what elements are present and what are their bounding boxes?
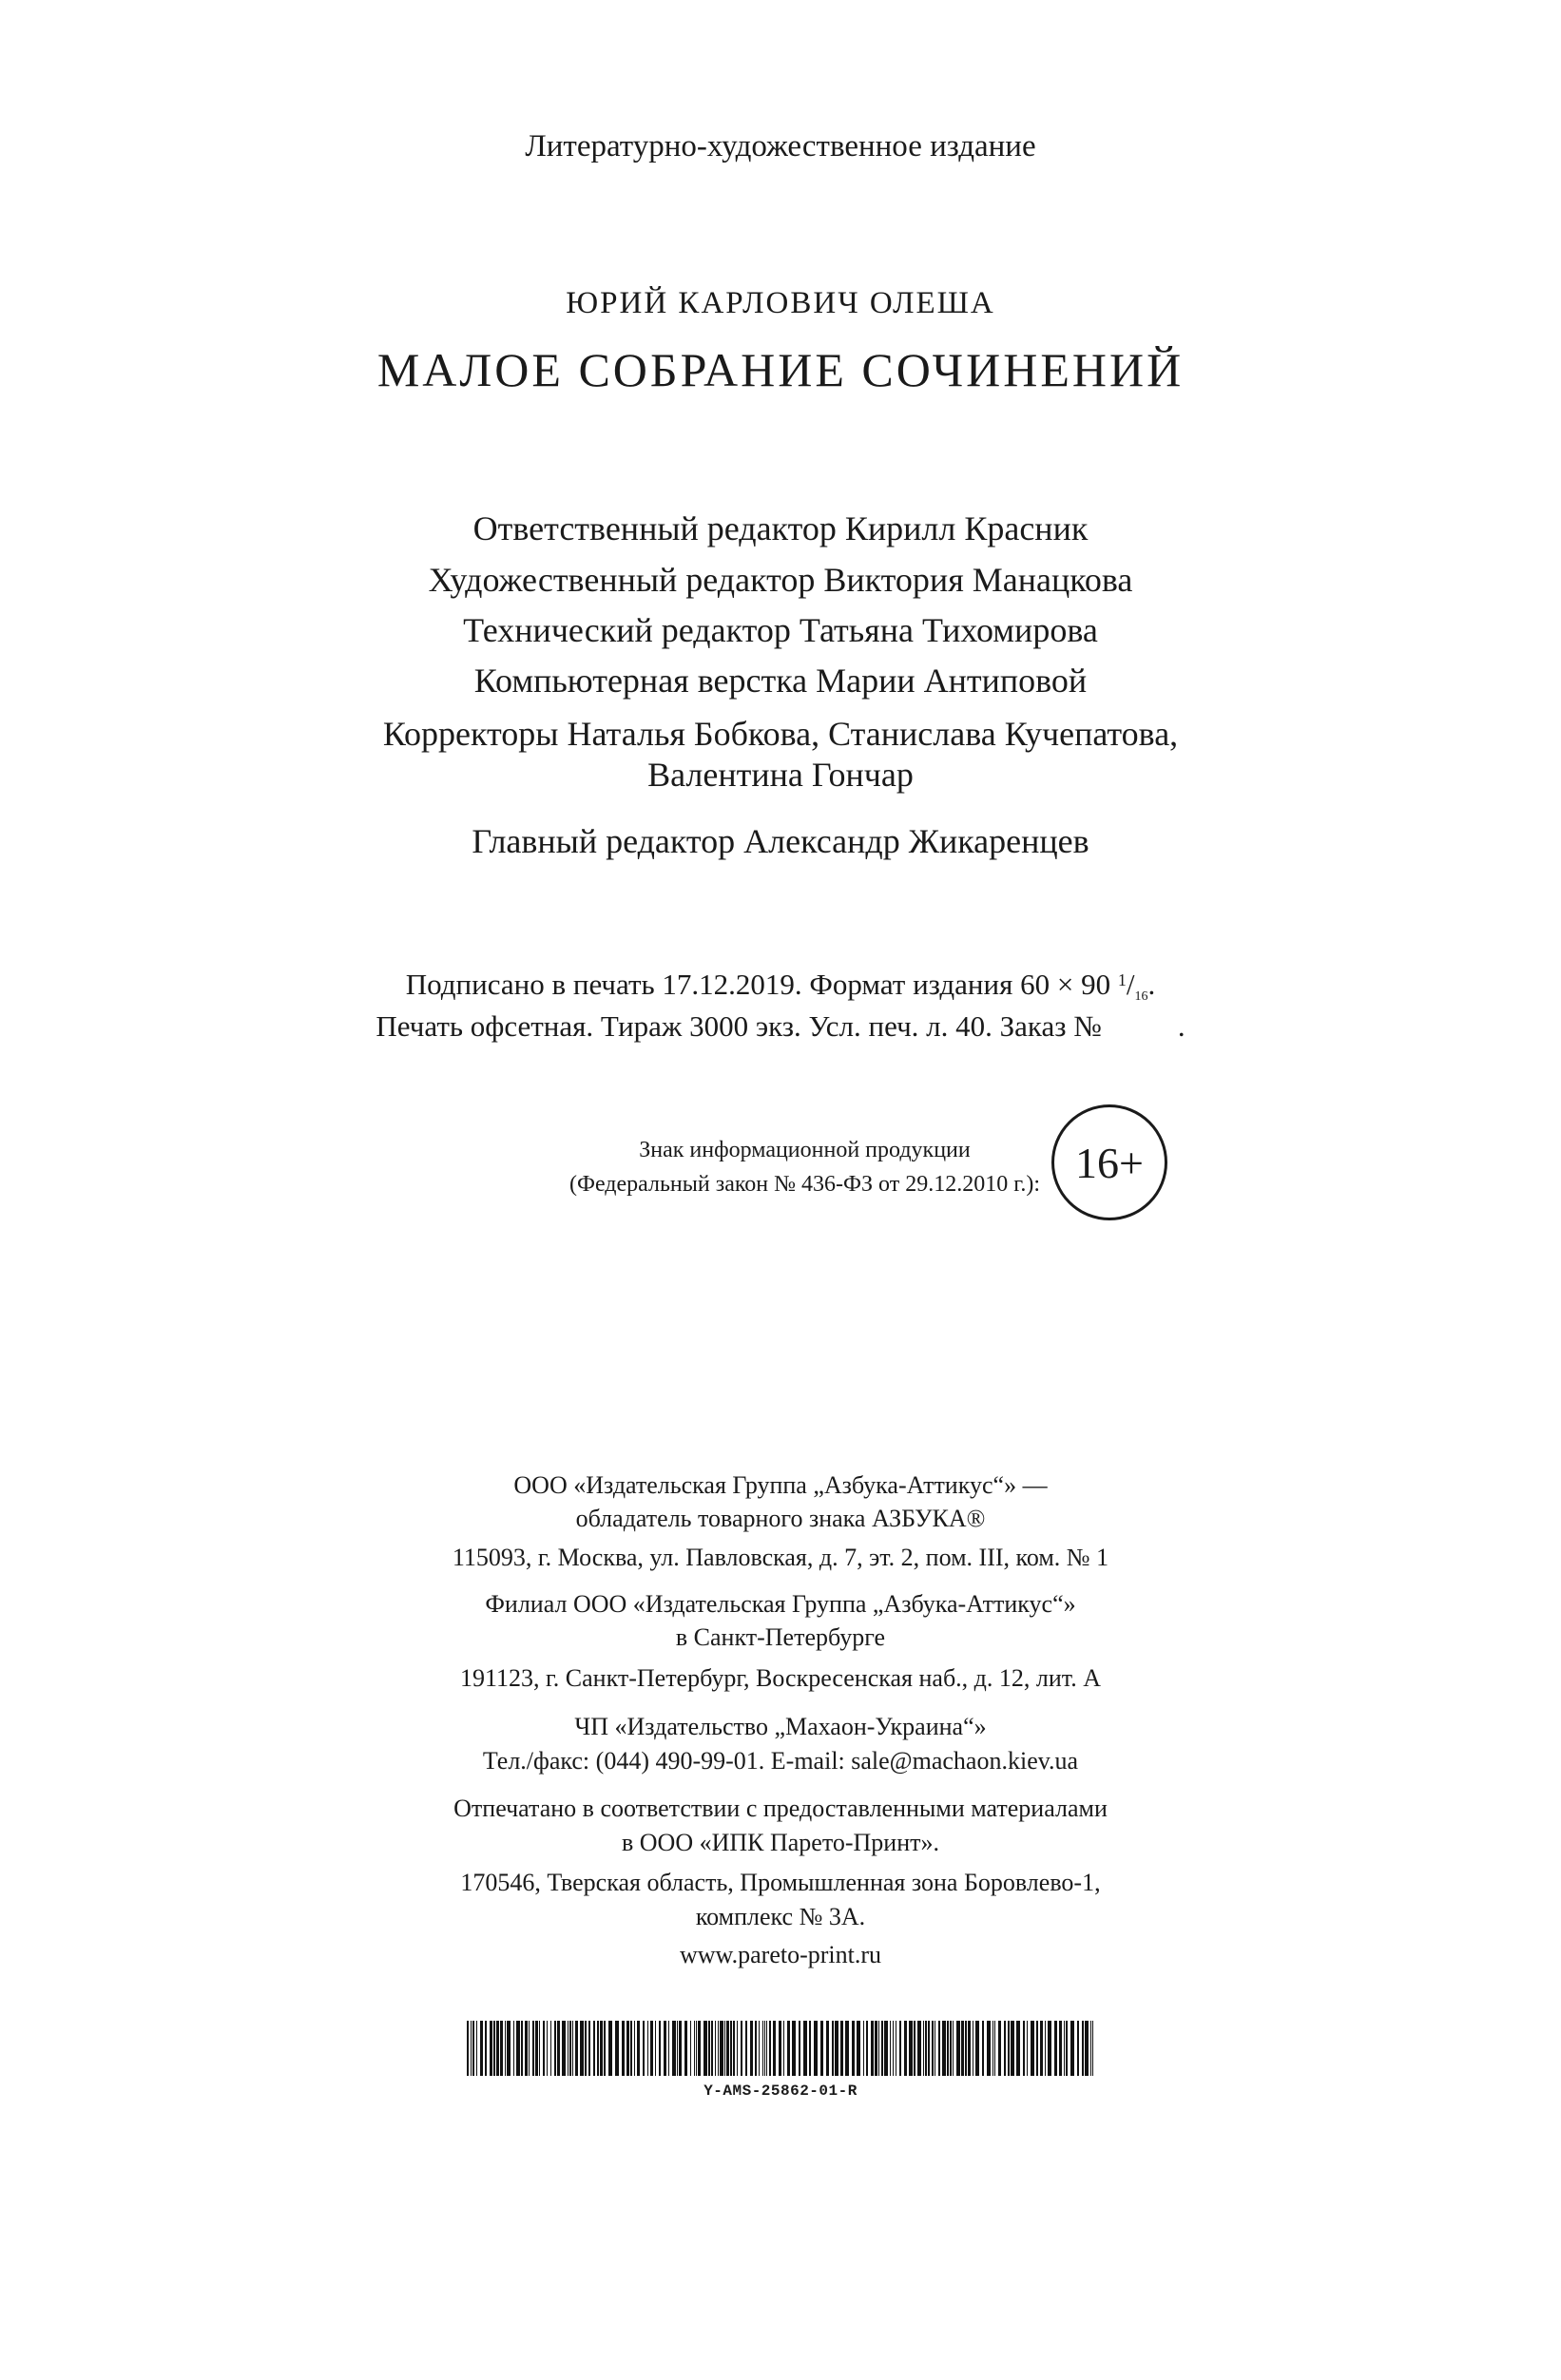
branch-line-2: в Санкт-Петербурге bbox=[675, 1623, 886, 1651]
printer-address: 170546, Тверская область, Промышленная зона Боровлево-1, bbox=[460, 1869, 1101, 1896]
credit-art-editor: Художественный редактор Виктория Манацкова bbox=[428, 561, 1133, 599]
fraction-numerator: 1 bbox=[1117, 970, 1127, 989]
branch-address: 191123, г. Санкт-Петербург, Воскресенская наб., д. 12, лит. А bbox=[460, 1664, 1101, 1692]
credit-layout: Компьютерная верстка Марии Антиповой bbox=[473, 662, 1088, 700]
barcode-label: Y-AMS-25862-01-R bbox=[703, 2082, 858, 2100]
ukraine-contacts: Тел./факс: (044) 490-99-01. E-mail: sale@machaon.kiev.ua bbox=[482, 1747, 1079, 1775]
barcode-icon bbox=[467, 2021, 1094, 2076]
barcode-block bbox=[0, 2021, 1561, 2100]
ukraine-publisher: ЧП «Издательство „Махаон-Украина“» bbox=[574, 1713, 987, 1740]
credit-proofreaders: Корректоры Наталья Бобкова, Станислава Кучепатова, bbox=[382, 715, 1179, 753]
credit-chief-editor: Главный редактор Александр Жикаренцев bbox=[472, 822, 1089, 860]
branch-line-1: Филиал ООО «Издательская Группа „Азбука-Аттикус“» bbox=[485, 1590, 1076, 1618]
format-fraction: $^1/_{16}$. bbox=[1117, 968, 1156, 1004]
printer-line-2: в ООО «ИПК Парето-Принт». bbox=[621, 1829, 939, 1856]
age-sign-line1: Знак информационной продукции bbox=[639, 1138, 971, 1162]
age-sign-block bbox=[0, 1133, 1561, 1209]
credit-executive-editor: Ответственный редактор Кирилл Красник bbox=[472, 509, 1089, 547]
credit-proofreaders-cont: Валентина Гончар bbox=[647, 756, 914, 794]
age-rating-badge: 16+ bbox=[1051, 1104, 1167, 1220]
print-info-text: Подписано в печать 17.12.2019. Формат издания 60 × 90 bbox=[405, 968, 1111, 1001]
printer-website: www.pareto-print.ru bbox=[679, 1941, 882, 1968]
printer-address-cont: комплекс № 3А. bbox=[695, 1903, 866, 1930]
credit-technical-editor: Технический редактор Татьяна Тихомирова bbox=[463, 611, 1098, 649]
print-info-text-2: Печать офсетная. Тираж 3000 экз. Усл. печ. л. 40. Заказ № bbox=[376, 1009, 1102, 1043]
publisher-line-2: обладатель товарного знака АЗБУКА® bbox=[575, 1505, 986, 1532]
printer-line-1: Отпечатано в соответствии с предоставленными материалами bbox=[453, 1795, 1108, 1822]
age-sign-text bbox=[569, 1133, 1040, 1201]
publisher-line-1: ООО «Издательская Группа „Азбука-Аттикус“» — bbox=[513, 1471, 1048, 1499]
print-info-line2: Печать офсетная. Тираж 3000 экз. Усл. печ. л. 40. Заказ № . bbox=[376, 1009, 1185, 1043]
book-title: МАЛОЕ СОБРАНИЕ СОЧИНЕНИЙ bbox=[376, 343, 1185, 396]
publisher-address: 115093, г. Москва, ул. Павловская, д. 7, эт. 2, пом. III, ком. № 1 bbox=[452, 1544, 1109, 1571]
edition-type: Литературно-художественное издание bbox=[525, 129, 1036, 163]
fraction-denominator: 16 bbox=[1134, 989, 1148, 1004]
print-info-line1 bbox=[0, 969, 1561, 1004]
author-name: ЮРИЙ КАРЛОВИЧ ОЛЕША bbox=[566, 286, 995, 320]
age-sign-line2: (Федеральный закон № 436-ФЗ от 29.12.2010 г.): bbox=[569, 1172, 1040, 1197]
